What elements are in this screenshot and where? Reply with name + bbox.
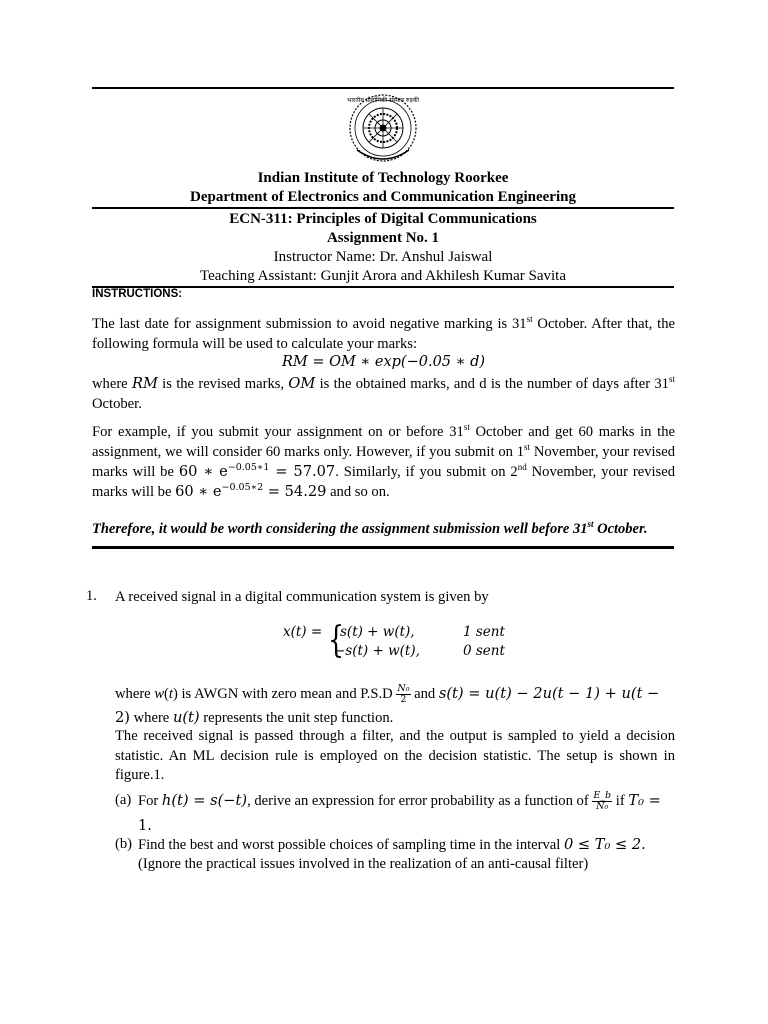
instructions-paragraph-2: where RM is the revised marks, OM is the obtained marks, and d is the number of days after 31st October.: [92, 374, 675, 412]
question-setup-paragraph: The received signal is passed through a filter, and the output is sampled to yield a decision statistic. An ML decision rule is employed on the decision statistic. The setup is shown in figure.1.: [115, 728, 675, 783]
course-title: ECN-311: Principles of Digital Communications: [229, 211, 537, 227]
institute-name: Indian Institute of Technology Roorkee: [257, 170, 509, 186]
top-rule: [92, 87, 674, 89]
part-a-text: For h(t) = s(−t), derive an expression for error probability as a function of $\frac{E\_b}{\text{N₀}}$ if T₀ =: [138, 790, 661, 813]
marks-formula: RM = OM ∗ exp(−0.05 ∗ d): [281, 354, 486, 370]
logo-lettering: भारतीय प्रौद्योगिकी संस्थान रुड़की: [347, 97, 419, 104]
case-2-condition: 0 sent: [463, 643, 505, 659]
part-b-label: (b): [115, 836, 133, 852]
teaching-assistants: Teaching Assistant: Gunjit Arora and Akhilesh Kumar Savita: [200, 268, 566, 284]
eb-no-fraction: $\frac{E\_b}{\text{N₀}}$: [593, 790, 612, 813]
cases-brace: {: [328, 620, 345, 661]
case-2-expression: −s(t) + w(t),: [334, 643, 420, 659]
instructions-heading: INSTRUCTIONS:: [92, 288, 183, 300]
instructions-end-rule: [92, 546, 674, 549]
question-intro: A received signal in a digital communication system is given by: [115, 589, 489, 605]
part-b-note: (Ignore the practical issues involved in the realization of an anti-causal filter): [138, 856, 589, 872]
department-name: Department of Electronics and Communication Engineering: [190, 189, 576, 205]
part-a-continuation: 1.: [138, 817, 152, 834]
part-a-label: (a): [115, 792, 132, 808]
question-where-line-2: 2) where u(t) represents the unit step function.: [115, 709, 394, 726]
instructions-paragraph-3: For example, if you submit your assignment on or before 31st October and get 60 marks in the assignment, we will consider 60 marks only. However, if you submit on 1st November, your revised marks will be 60 ∗ $e^{-0.05∗1} = 57.07$. Similarly, if you submit on 2nd November, your revised marks will be 60 ∗ $e^{-0.05∗2} = 54.29$ and so on.: [92, 422, 675, 500]
question-where-line-1: where w(t) is AWGN with zero mean and P.S.D $\frac{\text{N₀}}{2}$ and s(t) = u(t) − 2u(t − 1) + u(t −: [115, 683, 660, 706]
submission-advice: Therefore, it would be worth considering the assignment submission well before 31st October.: [92, 519, 648, 537]
question-number: 1.: [86, 588, 97, 604]
instructor-name: Instructor Name: Dr. Anshul Jaiswal: [273, 249, 493, 265]
iit-roorkee-logo-icon: [343, 92, 423, 164]
assignment-title: Assignment No. 1: [326, 230, 440, 246]
instructions-paragraph-1: The last date for assignment submission to avoid negative marking is 31st October. After that, the following formula will be used to calculate your marks:: [92, 314, 675, 352]
case-1-condition: 1 sent: [463, 624, 505, 640]
signal-equation-lhs: x(t) =: [283, 624, 323, 640]
part-b-text: Find the best and worst possible choices of sampling time in the interval 0 ≤ T₀ ≤ 2.: [138, 836, 646, 853]
psd-fraction: $\frac{\text{N₀}}{2}$: [397, 683, 410, 706]
case-1-expression: s(t) + w(t),: [340, 624, 415, 640]
